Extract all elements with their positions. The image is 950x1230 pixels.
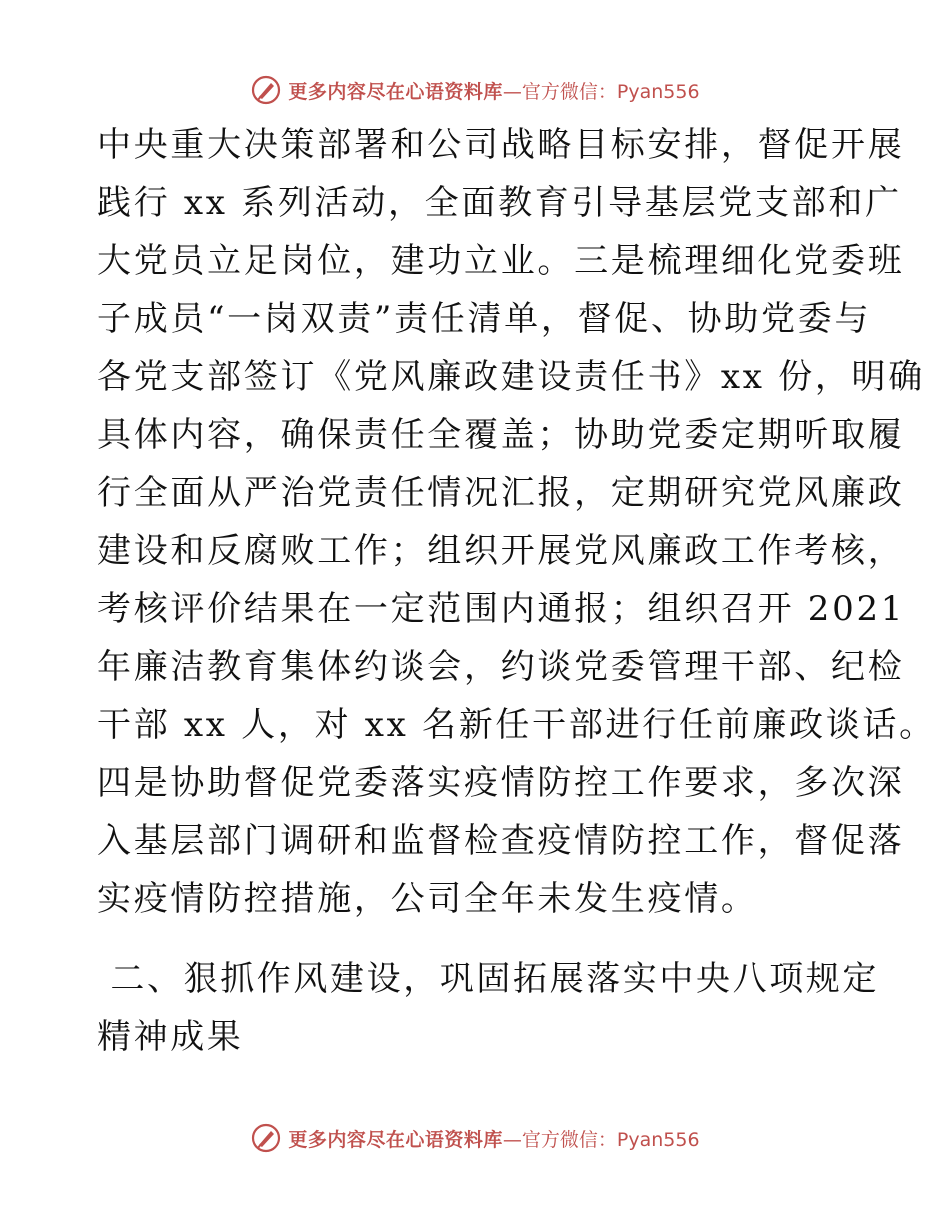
document-paragraph bbox=[97, 116, 936, 928]
paragraph-line: 实疫情防控措施，公司全年未发生疫情。 bbox=[97, 879, 758, 919]
footer-watermark bbox=[0, 1118, 950, 1158]
section-heading bbox=[97, 950, 880, 1066]
paragraph-line: 大党员立足岗位，建功立业。三是梳理细化党委班 bbox=[97, 241, 905, 281]
paragraph-line: 中央重大决策部署和公司战略目标安排，督促开展 bbox=[97, 125, 905, 165]
quill-seal-icon bbox=[250, 1122, 282, 1154]
paragraph-line: 行全面从严治党责任情况汇报，定期研究党风廉政 bbox=[97, 473, 905, 513]
header-watermark bbox=[0, 70, 950, 110]
paragraph-line: 建设和反腐败工作；组织开展党风廉政工作考核， bbox=[97, 531, 905, 571]
heading-line: 二、狠抓作风建设，巩固拓展落实中央八项规定 bbox=[97, 959, 880, 999]
paragraph-line: 干部 xx 人，对 xx 名新任干部进行任前廉政谈话。 bbox=[97, 705, 936, 745]
quill-seal-icon bbox=[250, 74, 282, 106]
paragraph-line: 践行 xx 系列活动，全面教育引导基层党支部和广 bbox=[97, 183, 902, 223]
paragraph-line: 年廉洁教育集体约谈会，约谈党委管理干部、纪检 bbox=[97, 647, 905, 687]
heading-line: 精神成果 bbox=[97, 1017, 244, 1057]
paragraph-line: 具体内容，确保责任全覆盖；协助党委定期听取履 bbox=[97, 415, 905, 455]
paragraph-line: 四是协助督促党委落实疫情防控工作要求，多次深 bbox=[97, 763, 905, 803]
paragraph-line: 各党支部签订《党风廉政建设责任书》xx 份，明确 bbox=[97, 357, 925, 397]
paragraph-line: 考核评价结果在一定范围内通报；组织召开 2021 bbox=[97, 589, 906, 629]
paragraph-line: 子成员“一岗双责”责任清单，督促、协助党委与 bbox=[97, 299, 872, 339]
watermark-sub-text: —官方微信：Pyan556 bbox=[502, 1128, 700, 1151]
watermark-main-text: 更多内容尽在心语资料库 bbox=[288, 1128, 503, 1151]
paragraph-line: 入基层部门调研和监督检查疫情防控工作，督促落 bbox=[97, 821, 905, 861]
watermark-sub-text: —官方微信：Pyan556 bbox=[502, 80, 700, 103]
watermark-main-text: 更多内容尽在心语资料库 bbox=[288, 80, 503, 103]
